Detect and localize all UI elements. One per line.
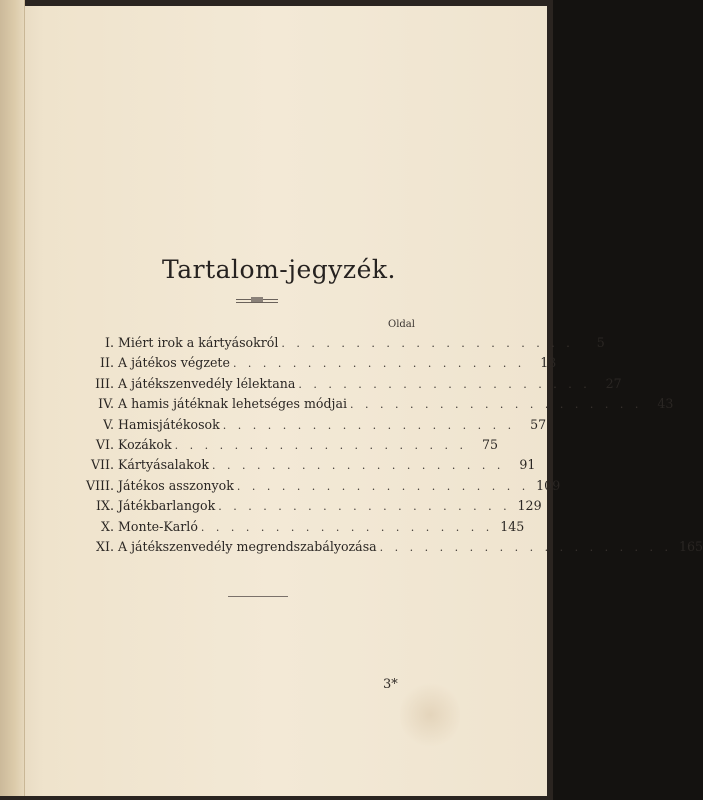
book-spine: [0, 0, 25, 800]
page-bottom-edge: [0, 796, 553, 800]
toc-entry-page: 57: [530, 416, 547, 432]
toc-entry-title: Hamisjátékosok: [118, 416, 220, 432]
printer-signature-mark: 3*: [383, 677, 398, 692]
toc-entry-number: VI.: [95, 436, 114, 452]
toc-leader-dots: . . . . . . . . . . . . . . . . . . . .: [236, 479, 530, 493]
toc-entry-number: IV.: [98, 396, 114, 412]
toc-entry-title: Játékos asszonyok: [118, 477, 234, 493]
toc-entry-title: Játékbarlangok: [118, 498, 216, 514]
toc-entry-number: III.: [95, 375, 114, 391]
toc-entry-page: 145: [500, 518, 525, 534]
toc-entry-page: 129: [517, 498, 542, 514]
toc-entry-page: 75: [481, 436, 499, 452]
toc-entry-number: IX.: [96, 498, 114, 514]
toc-entry: [72, 374, 622, 394]
toc-entry-title: Miért irok a kártyásokról: [118, 335, 279, 350]
toc-leader-dots: . . . . . . . . . . . . . . . . . . . .: [379, 540, 673, 554]
toc-entry: [72, 435, 499, 455]
toc-entry-title: A játékszenvedély megrendszabályozása: [118, 538, 377, 554]
page-top-edge: [0, 0, 553, 6]
toc-entry-number: X.: [101, 518, 114, 534]
toc-entry: [72, 537, 703, 557]
toc-entry-number: VIII.: [85, 477, 114, 493]
page-column-header: Oldal: [388, 319, 415, 330]
toc-entry-title: A játékszenvedély lélektana: [118, 375, 296, 391]
toc-entry: [72, 476, 561, 496]
toc-entry-number: XI.: [96, 538, 114, 554]
toc-leader-dots: . . . . . . . . . . . . . . . . . . . .: [200, 520, 494, 534]
toc-entry: [72, 517, 525, 537]
toc-entry-page: 5: [596, 335, 605, 350]
page-title: Tartalom-jegyzék.: [162, 255, 396, 284]
toc-entry-number: II.: [100, 355, 114, 371]
toc-leader-dots: . . . . . . . . . . . . . . . . . . . .: [350, 398, 643, 412]
toc-entry: [72, 455, 536, 475]
toc-leader-dots: . . . . . . . . . . . . . . . . . . . .: [232, 357, 526, 371]
toc-entry-number: V.: [103, 416, 114, 432]
toc-entry-page: 27: [605, 375, 622, 391]
toc-entry-title: A játékos végzete: [118, 355, 230, 371]
toc-entry-number: VII.: [90, 457, 114, 473]
closing-rule: [228, 596, 288, 597]
toc-leader-dots: . . . . . . . . . . . . . . . . . . . .: [222, 418, 516, 432]
toc-entry-title: A hamis játéknak lehetséges módjai: [118, 396, 347, 412]
toc-entry-page: 43: [657, 396, 674, 412]
toc-leader-dots: . . . . . . . . . . . . . . . . . . . .: [211, 459, 505, 473]
toc-entry: [72, 415, 547, 435]
toc-entry-page: 109: [536, 477, 561, 493]
paper-stain: [400, 680, 460, 750]
toc-entry-page: 91: [519, 457, 536, 473]
toc-entry: [72, 496, 542, 516]
toc-entry-title: Kozákok: [118, 436, 172, 452]
toc-entry: [72, 394, 674, 414]
toc-leader-dots: . . . . . . . . . . . . . . . . . . . .: [298, 377, 591, 391]
toc-leader-dots: . . . . . . . . . . . . . . . . . . . .: [281, 337, 574, 350]
toc-leader-dots: . . . . . . . . . . . . . . . . . . . .: [218, 500, 511, 514]
toc-entry-page: 165: [679, 538, 703, 554]
title-ornament-center: [251, 297, 263, 302]
toc-entry-title: Monte-Karló: [118, 518, 198, 534]
toc-entry-page: 13: [540, 355, 557, 371]
table-of-contents: [72, 333, 703, 557]
toc-entry-number: I.: [105, 335, 114, 350]
toc-entry-title: Kártyásalakok: [118, 457, 209, 473]
toc-entry: [72, 333, 605, 353]
toc-leader-dots: . . . . . . . . . . . . . . . . . . . .: [174, 438, 468, 452]
toc-entry: [72, 353, 557, 373]
